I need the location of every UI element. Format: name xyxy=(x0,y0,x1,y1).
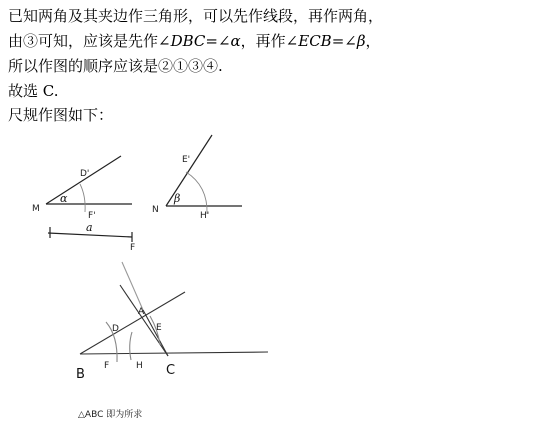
label-D: D xyxy=(112,324,119,334)
label-A: A xyxy=(138,307,145,317)
text-line-4: 故选 C. xyxy=(8,82,59,100)
text-line-1: 已知两角及其夹边作三角形，可以先作线段，再作两角， xyxy=(8,7,384,25)
label-F-prime: F' xyxy=(88,211,96,221)
label-beta: β xyxy=(174,192,181,205)
text-line-5: 尺规作图如下： xyxy=(8,106,114,124)
label-F: F xyxy=(130,243,136,253)
label-H-prime: H' xyxy=(200,211,210,221)
label-N: N xyxy=(152,205,159,215)
label-D-prime: D' xyxy=(80,169,90,179)
label-M: M xyxy=(32,204,40,214)
label-E-prime: E' xyxy=(182,155,191,165)
label-E: E xyxy=(156,323,162,333)
text-line-3: 所以作图的顺序应该是②①③④. xyxy=(8,57,223,75)
label-B: B xyxy=(76,367,85,382)
caption: △ABC 即为所求 xyxy=(78,410,143,420)
label-H: H xyxy=(136,361,143,371)
triangle-abc-figure xyxy=(80,262,268,362)
label-F-bottom: F xyxy=(104,361,110,371)
text-line-2: 由③可知，应该是先作∠DBC=∠α，再作∠ECB=∠β， xyxy=(8,32,381,50)
label-a: a xyxy=(86,221,93,234)
label-alpha: α xyxy=(60,192,68,205)
label-C: C xyxy=(166,363,176,378)
